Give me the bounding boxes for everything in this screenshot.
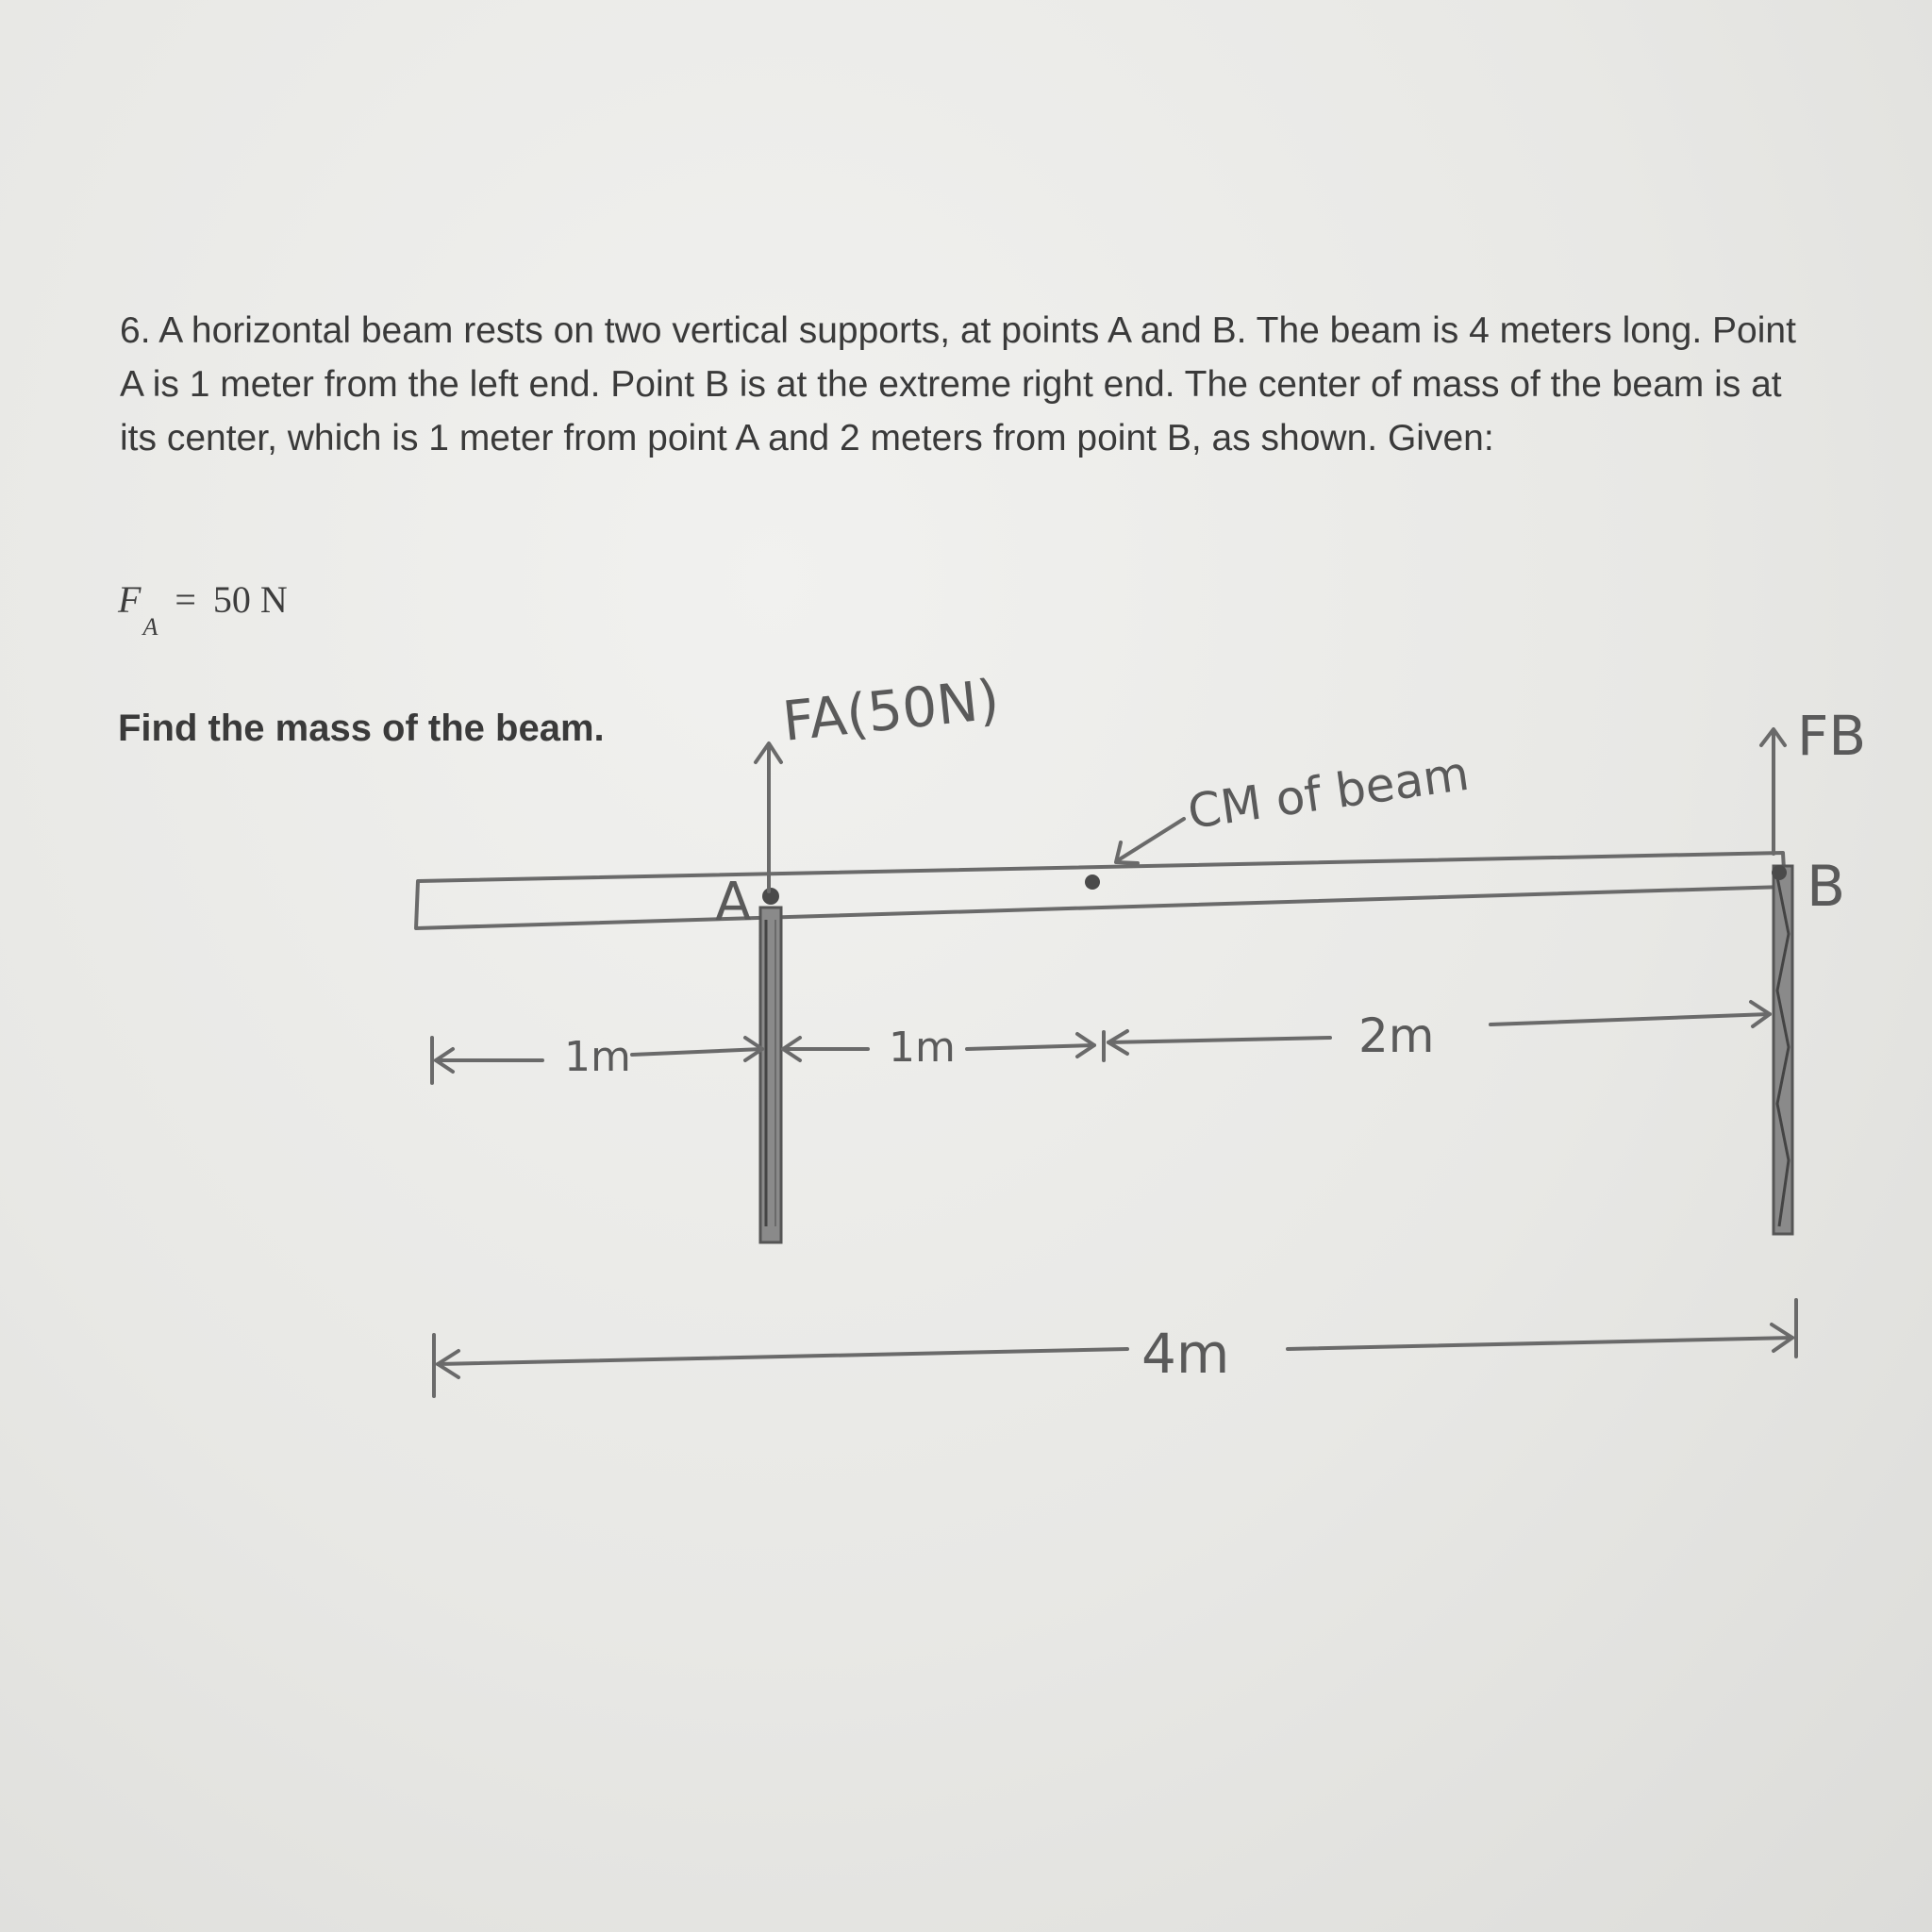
center-of-mass-dot	[1085, 874, 1100, 890]
given-operator: =	[175, 578, 196, 621]
force-a-arrow	[756, 743, 781, 891]
support-a	[760, 908, 781, 1242]
center-of-mass-label: CM of beam	[1184, 745, 1473, 840]
point-b-marker	[1772, 865, 1787, 880]
force-a-label: FA(50N)	[779, 667, 1003, 754]
force-b-label: FB	[1797, 704, 1867, 768]
point-b-label: B	[1807, 854, 1846, 920]
dimension-left-label: 1m	[564, 1033, 631, 1081]
given-subscript: A	[142, 613, 158, 641]
dimension-total-label: 4m	[1141, 1322, 1230, 1386]
beam	[416, 853, 1785, 928]
given-symbol: F	[118, 578, 142, 621]
dimension-right-label: 2m	[1358, 1008, 1435, 1063]
problem-statement: 6. A horizontal beam rests on two vertical supports, at points A and B. The beam is 4 meters long. Point A is 1 meter from the left end. Point B is at the extreme right end. The center of mass of the beam is at its center, which is 1 meter from point A and 2 meters from point B, as shown. Given:	[120, 310, 1796, 458]
given-value: 50 N	[212, 578, 288, 621]
task-prompt: Find the mass of the beam.	[118, 708, 605, 749]
dimension-total	[434, 1300, 1796, 1396]
force-b-arrow	[1761, 729, 1785, 854]
dimension-middle-label: 1m	[889, 1024, 956, 1072]
point-a-label: A	[715, 872, 752, 933]
dimension-right	[1104, 1002, 1770, 1060]
support-b	[1774, 866, 1792, 1234]
center-of-mass-pointer	[1116, 819, 1184, 863]
